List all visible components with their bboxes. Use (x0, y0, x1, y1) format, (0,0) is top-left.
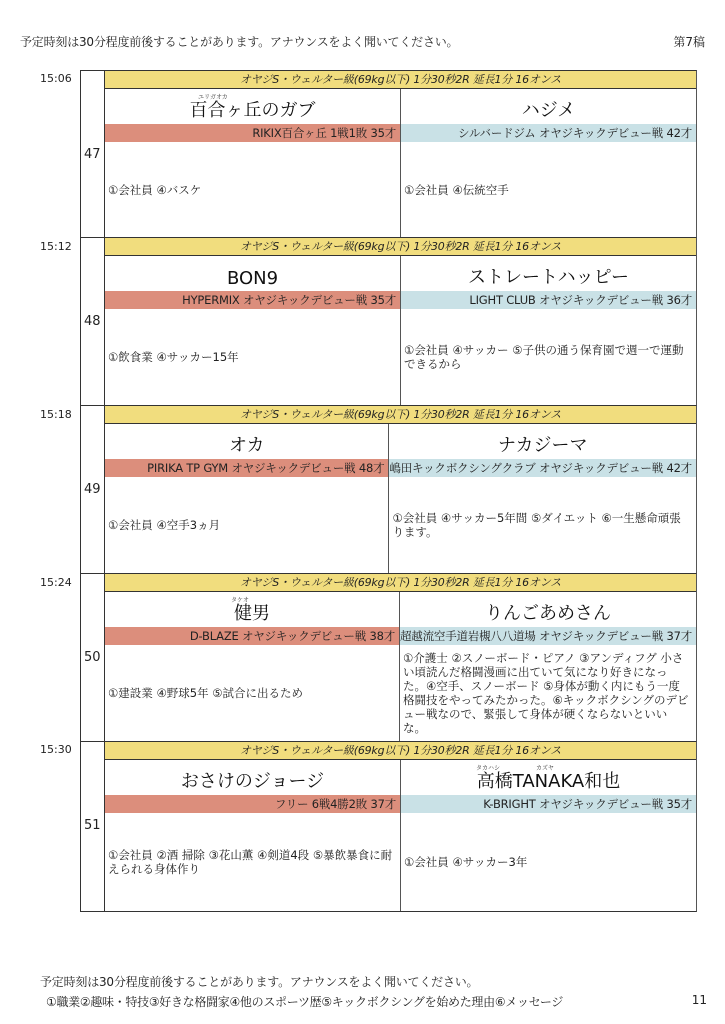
fighter-gym: フリー 6戦4勝2敗 37才 (105, 795, 400, 813)
fighter-profile: ①会社員 ④サッカー3年 (404, 855, 528, 869)
bout-number: 47 (84, 147, 101, 162)
footer-notice: 予定時刻は30分程度前後することがあります。アナウンスをよく聞いてください。 (40, 975, 479, 989)
fighter-gym: 嶋田キックボクシングクラブ オヤジキックデビュー戦 42才 (389, 459, 696, 477)
fighter-profile: ①会社員 ④伝統空手 (404, 182, 509, 197)
fighter-profile: ①会社員 ④バスケ (108, 182, 202, 197)
fighter-profile: ①会社員 ④空手3ヵ月 (108, 518, 221, 532)
schedule-notice: 予定時刻は30分程度前後することがあります。アナウンスをよく聞いてください。 (20, 35, 459, 49)
fighter-name: 健男 (234, 603, 270, 624)
fighter-name: りんごあめさん (485, 603, 611, 624)
fighter-name: ナカジーマ (497, 435, 588, 456)
fighter-name: ハジメ (521, 100, 576, 121)
bout-number-cell (81, 71, 105, 237)
bout-time: 15:30 (40, 743, 72, 756)
red-corner (105, 89, 401, 237)
blue-corner (401, 89, 696, 237)
bout-number: 51 (84, 818, 101, 833)
fighter-gym: シルバードジム オヤジキックデビュー戦 42才 (401, 124, 696, 142)
bout-row (80, 574, 697, 742)
fighter-profile: ①飲食業 ④サッカー15年 (108, 350, 239, 364)
blue-corner (389, 424, 696, 573)
blue-corner (400, 592, 696, 741)
bout-time: 15:06 (40, 72, 72, 85)
red-corner (105, 256, 401, 405)
name-ruby: タケオ (231, 597, 249, 604)
bout-row (80, 742, 697, 912)
name-ruby: タカハシ カズヤ (476, 765, 554, 772)
bout-number-cell (81, 238, 105, 405)
bout-number-cell (81, 742, 105, 911)
bout-number-cell (81, 574, 105, 741)
bout-time: 15:24 (40, 576, 72, 589)
fighter-profile: ①建設業 ④野球5年 ⑤試合に出るため (108, 686, 304, 700)
fighter-gym: HYPERMIX オヤジキックデビュー戦 35才 (105, 291, 400, 309)
bout-time: 15:18 (40, 408, 72, 421)
rule-bar: オヤジS・ウェルター級(69kg以下) 1分30秒2R 延長1分 16オンス (105, 406, 696, 424)
fighter-name: オカ (228, 435, 265, 456)
fighter-name: 高橋TANAKA和也 (476, 771, 621, 792)
fighter-gym: K-BRIGHT オヤジキックデビュー戦 35才 (401, 795, 696, 813)
bout-row (80, 406, 697, 574)
fighter-name: おさけのジョージ (180, 771, 325, 792)
fighter-gym: PIRIKA TP GYM オヤジキックデビュー戦 48才 (105, 459, 388, 477)
bout-table (80, 70, 697, 912)
fighter-gym: D-BLAZE オヤジキックデビュー戦 38才 (105, 627, 399, 645)
bout-row (80, 238, 697, 406)
fighter-profile: ①会社員 ②酒 掃除 ③花山薫 ④剣道4段 ⑤暴飲暴食に耐えられる身体作り (108, 848, 393, 876)
bout-number: 50 (84, 650, 101, 665)
bout-row (80, 70, 697, 238)
rule-bar: オヤジS・ウェルター級(69kg以下) 1分30秒2R 延長1分 16オンス (105, 574, 696, 592)
blue-corner (401, 760, 696, 911)
red-corner (105, 592, 400, 741)
fighter-profile: ①介護士 ②スノーボード・ピアノ ③アンディフグ 小さい頃読んだ格闘漫画に出ていて気になり好きになった。④空手、スノーボード ⑤身体が動く内にもう一度格闘技をやってみたかった。⑥キックボクシングのデビュー戦なので、緊張して身体が硬くならないといいな。 (403, 651, 689, 735)
fighter-gym: 超越流空手道岩槻八八道場 オヤジキックデビュー戦 37才 (400, 627, 696, 645)
bout-number: 49 (84, 482, 101, 497)
draft-version: 第7稿 (673, 35, 705, 49)
fighter-profile: ①会社員 ④サッカー ⑤子供の通う保育園で週一で運動できるから (404, 343, 684, 371)
fighter-profile: ①会社員 ④サッカー5年間 ⑤ダイエット ⑥一生懸命頑張ります。 (392, 511, 681, 539)
fighter-name: 百合ヶ丘のガブ (189, 100, 316, 121)
rule-bar: オヤジS・ウェルター級(69kg以下) 1分30秒2R 延長1分 16オンス (105, 742, 696, 760)
red-corner (105, 424, 389, 573)
blue-corner (401, 256, 696, 405)
fighter-gym: RIKIX百合ヶ丘 1戦1敗 35才 (105, 124, 400, 142)
bout-time: 15:12 (40, 240, 72, 253)
rule-bar: オヤジS・ウェルター級(69kg以下) 1分30秒2R 延長1分 16オンス (105, 71, 696, 89)
name-ruby: ユリガオカ (198, 94, 228, 101)
page-number: 11 (691, 993, 707, 1007)
bout-number: 48 (84, 314, 101, 329)
fighter-name: ストレートハッピー (468, 267, 629, 288)
rule-bar: オヤジS・ウェルター級(69kg以下) 1分30秒2R 延長1分 16オンス (105, 238, 696, 256)
red-corner (105, 760, 401, 911)
footer-legend: ①職業②趣味・特技③好きな格闘家④他のスポーツ歴⑤キックボクシングを始めた理由⑥メッセージ (46, 995, 564, 1009)
bout-number-cell (81, 406, 105, 573)
fighter-name: BON9 (226, 268, 279, 289)
fighter-gym: LIGHT CLUB オヤジキックデビュー戦 36才 (401, 291, 696, 309)
